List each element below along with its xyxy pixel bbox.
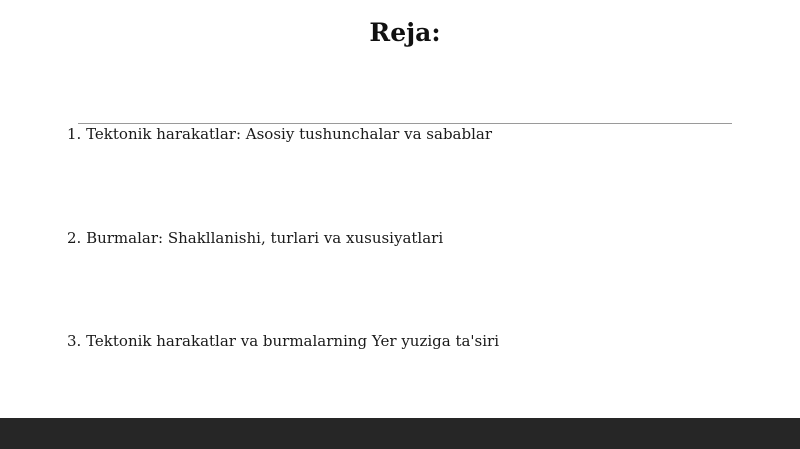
slide-title: Reja: (369, 18, 441, 47)
plan-item-1: 1. Tektonik harakatlar: Asosiy tushunchalar va sabablar (67, 125, 493, 143)
title-divider (78, 123, 732, 124)
plan-item-3: 3. Tektonik harakatlar va burmalarning Yer yuziga ta'siri (67, 332, 500, 350)
bottom-toolbar (0, 418, 800, 449)
plan-item-2: 2. Burmalar: Shakllanishi, turlari va xususiyatlari (67, 229, 444, 247)
